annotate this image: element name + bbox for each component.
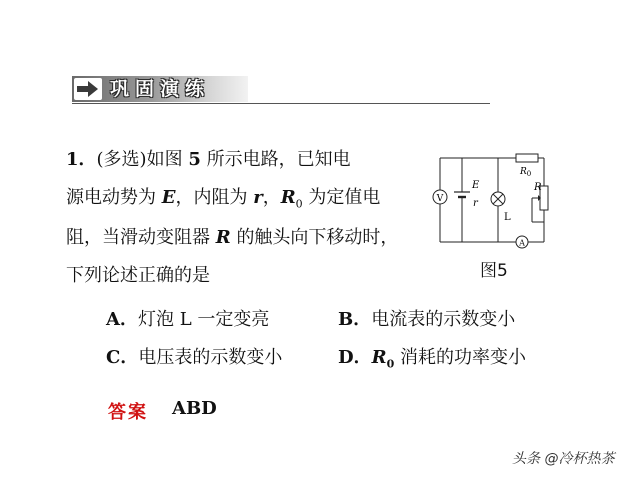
option-a: A．灯泡 L 一定变亮 bbox=[106, 309, 270, 330]
question-line-1: 1．(多选)如图 5 所示电路，已知电 bbox=[66, 149, 351, 170]
answer-label: 答案 bbox=[108, 402, 148, 423]
lamp-label: L bbox=[504, 212, 511, 223]
question-line-3: 阻，当滑动变阻器 R 的触头向下移动时， bbox=[66, 227, 399, 248]
answer-value: ABD bbox=[172, 398, 217, 419]
section-divider bbox=[72, 103, 490, 104]
fixed-resistor-label: $R_0$ bbox=[520, 167, 532, 178]
question-line-4: 下列论述正确的是 bbox=[66, 265, 210, 286]
option-c: C．电压表的示数变小 bbox=[106, 347, 283, 368]
question-number: 1． bbox=[66, 149, 97, 170]
fixed-resistor-icon bbox=[516, 154, 538, 162]
option-d: D．$R_0$ 消耗的功率变小 bbox=[338, 347, 526, 371]
watermark: 头条 @冷杯热茶 bbox=[512, 451, 615, 467]
option-b: B．电流表的示数变小 bbox=[338, 309, 516, 330]
rheostat-label: R bbox=[534, 182, 542, 193]
internal-resistance-label: r bbox=[473, 198, 478, 209]
question-line-2: 源电动势为 E，内阻为 r，$R_0$ 为定值电 bbox=[66, 187, 381, 211]
figure-caption: 图5 bbox=[480, 261, 508, 281]
ammeter-label: A bbox=[519, 238, 525, 248]
voltmeter-label: V bbox=[436, 194, 444, 204]
right-arrow-icon bbox=[74, 78, 102, 100]
section-title: 巩固演练 bbox=[110, 78, 211, 100]
emf-label: E bbox=[472, 180, 480, 191]
circuit-diagram bbox=[432, 146, 562, 252]
